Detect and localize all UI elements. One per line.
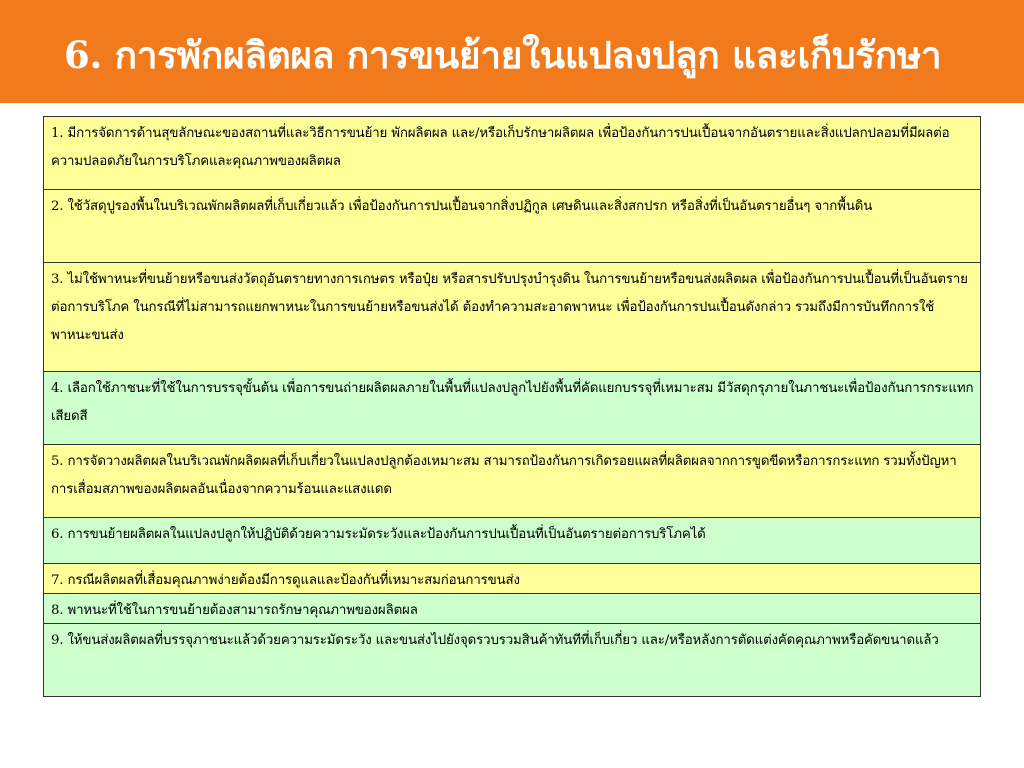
slide-title: 6. การพักผลิตผล การขนย้ายในแปลงปลูก และเก็บรักษา xyxy=(64,33,942,77)
title-banner xyxy=(0,0,1024,103)
row-text: 3. ไม่ใช้พาหนะที่ขนย้ายหรือขนส่งวัตถุอันตรายทางการเกษตร หรือปุ๋ย หรือสารปรับปรุงบำรุงดิน ในการขนย้ายหรือขนส่งผลิตผล เพื่อป้องกันการปนเปื้อนที่เป็นอันตรายต่อการบริโภค ในกรณีที่ไม่สามารถแยกพาหนะในการขนย้ายหรือขนส่งได้ ต้องทำความสะอาดพาหนะ เพื่อป้องกันการปนเปื้อนดังกล่าว รวมถึงมีการบันทึกการใช้พาหนะขนส่ง xyxy=(51,272,968,343)
row-text: 4. เลือกใช้ภาชนะที่ใช้ในการบรรจุขั้นต้น เพื่อการขนถ่ายผลิตผลภายในพื้นที่แปลงปลูกไปยังพื้นที่คัดแยกบรรจุที่เหมาะสม มีวัสดุกรุภายในภาชนะเพื่อป้องกันการกระแทกเสียดสี xyxy=(51,381,974,424)
row-text: 2. ใช้วัสดุปูรองพื้นในบริเวณพักผลิตผลที่เก็บเกี่ยวแล้ว เพื่อป้องกันการปนเปื้อนจากสิ่งปฏิกูล เศษดินและสิ่งสกปรก หรือสิ่งที่เป็นอันตรายอื่นๆ จากพื้นดิน xyxy=(51,199,873,214)
table-row xyxy=(44,263,980,372)
table-row xyxy=(44,594,980,624)
table-row xyxy=(44,117,980,190)
table-row xyxy=(44,372,980,445)
table-row xyxy=(44,190,980,263)
table-row xyxy=(44,445,980,518)
row-text: 5. การจัดวางผลิตผลในบริเวณพักผลิตผลที่เก็บเกี่ยวในแปลงปลูกต้องเหมาะสม สามารถป้องกันการเกิดรอยแผลที่ผลิตผลจากการขูดขีดหรือการกระแทก รวมทั้งปัญหาการเสื่อมสภาพของผลิตผลอันเนื่องจากความร้อนและแสงแดด xyxy=(51,454,957,497)
row-text: 1. มีการจัดการด้านสุขลักษณะของสถานที่และวิธีการขนย้าย พักผลิตผล และ/หรือเก็บรักษาผลิตผล เพื่อป้องกันการปนเปื้อนจากอันตรายและสิ่งแปลกปลอมที่มีผลต่อความปลอดภัยในการบริโภคและคุณภาพของผลิตผล xyxy=(51,126,950,169)
row-text: 9. ให้ขนส่งผลิตผลที่บรรจุภาชนะแล้วด้วยความระมัดระวัง และขนส่งไปยังจุดรวบรวมสินค้าทันทีที่เก็บเกี่ยว และ/หรือหลังการตัดแต่งคัดคุณภาพหรือคัดขนาดแล้ว xyxy=(51,633,939,648)
table-row xyxy=(44,518,980,564)
requirements-table xyxy=(43,116,981,697)
row-text: 6. การขนย้ายผลิตผลในแปลงปลูกให้ปฏิบัติด้วยความระมัดระวังและป้องกันการปนเปื้อนที่เป็นอันตรายต่อการบริโภคได้ xyxy=(51,527,706,542)
row-text: 8. พาหนะที่ใช้ในการขนย้ายต้องสามารถรักษาคุณภาพของผลิตผล xyxy=(51,603,418,618)
row-text: 7. กรณีผลิตผลที่เสื่อมคุณภาพง่ายต้องมีการดูแลและป้องกันที่เหมาะสมก่อนการขนส่ง xyxy=(51,573,520,588)
table-row xyxy=(44,564,980,594)
table-row xyxy=(44,624,980,696)
